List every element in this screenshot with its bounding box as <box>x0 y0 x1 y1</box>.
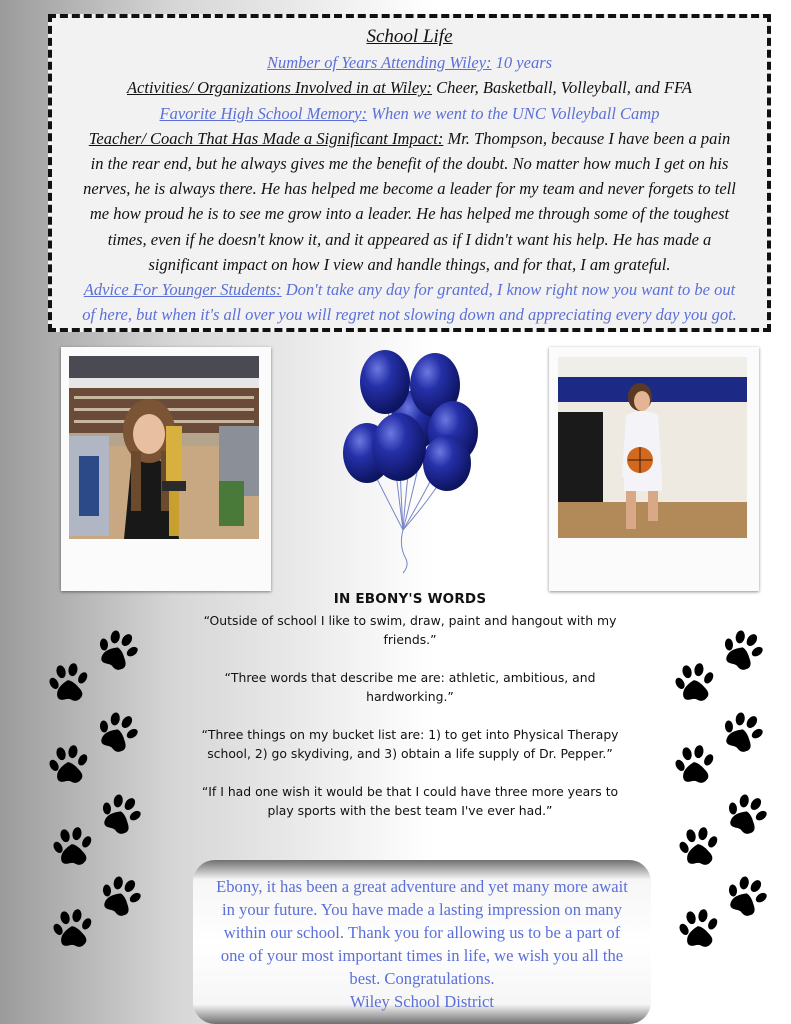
paw-print-icon <box>726 874 770 918</box>
school-life-card <box>48 14 771 332</box>
paw-print-icon <box>726 792 770 836</box>
quote-bucket-list: “Three things on my bucket list are: 1) to get into Physical Therapy school, 2) go skydiving, and 3) obtain a life supply of Dr. Pepper.” <box>201 727 619 761</box>
teacher-value: Mr. Thompson, because I have been a pain in the rear end, but he always gives me the benefit of the doubt. No matter how much I get on his nerves, he is always there. He has helped me become a leader for my team and never forgets to tell me how proud he is to see me grow into a leader. He has helped me through some of the toughest times, even if he doesn't know it, and it appeared as if I didn't want his help. He has made a significant impact on how I view and handle things, and for that, I am grateful. <box>83 128 736 274</box>
quote-one-wish: “If I had one wish it would be that I could have three more years to play sports with the best team I've ever had.” <box>201 784 619 818</box>
teacher-label: Teacher/ Coach That Has Made a Significant Impact: <box>88 128 444 148</box>
school-life-title: School Life <box>366 26 453 47</box>
paw-print-icon <box>48 742 92 786</box>
advice-label: Advice For Younger Students: <box>83 280 282 300</box>
years-label: Number of Years Attending Wiley: <box>266 53 492 73</box>
paw-print-icon <box>52 906 96 950</box>
photo-frame-trophy <box>61 347 271 591</box>
ebony-words-heading: IN EBONY'S WORDS <box>333 591 487 607</box>
memory-label: Favorite High School Memory: <box>159 103 368 123</box>
quote-hobbies: “Outside of school I like to swim, draw, paint and hangout with my friends.” <box>203 613 617 647</box>
advice-paragraph <box>82 277 737 327</box>
advice-value: Don't take any day for granted, I know right now you want to be out of here, but when it's all over you will regret not slowing down and appreciating every day you got. <box>82 280 737 325</box>
paw-print-icon <box>100 792 144 836</box>
paw-print-icon <box>48 660 92 704</box>
balloons-graphic <box>335 345 485 575</box>
closing-message-box <box>193 860 651 1024</box>
closing-signature: Wiley School District <box>349 992 495 1011</box>
paw-print-icon <box>722 628 766 672</box>
years-line <box>82 50 737 75</box>
paw-print-icon <box>674 742 718 786</box>
paw-print-icon <box>97 710 141 754</box>
years-value: 10 years <box>491 53 553 73</box>
ebony-words-section <box>200 590 620 839</box>
memory-line <box>82 101 737 126</box>
teacher-paragraph <box>82 126 737 277</box>
activities-line <box>82 75 737 100</box>
paw-print-icon <box>722 710 766 754</box>
paw-print-icon <box>674 660 718 704</box>
closing-message: Ebony, it has been a great adventure and yet many more await in your future. You have made a lasting impression on many within our school. Thank you for allowing us to be a part of one of your most important times in life, we wish you all the best. Congratulations. <box>216 877 628 988</box>
paw-print-icon <box>52 824 96 868</box>
paw-print-icon <box>100 874 144 918</box>
paw-print-icon <box>678 906 722 950</box>
paw-print-icon <box>678 824 722 868</box>
memory-value: When we went to the UNC Volleyball Camp <box>367 103 660 123</box>
basketball-photo <box>558 357 747 538</box>
quote-three-words: “Three words that describe me are: athletic, ambitious, and hardworking.” <box>224 670 596 704</box>
trophy-photo <box>69 356 259 539</box>
paw-print-icon <box>97 628 141 672</box>
activities-label: Activities/ Organizations Involved in at Wiley: <box>126 78 433 98</box>
photo-frame-basketball <box>549 347 759 591</box>
activities-value: Cheer, Basketball, Volleyball, and FFA <box>432 78 693 98</box>
